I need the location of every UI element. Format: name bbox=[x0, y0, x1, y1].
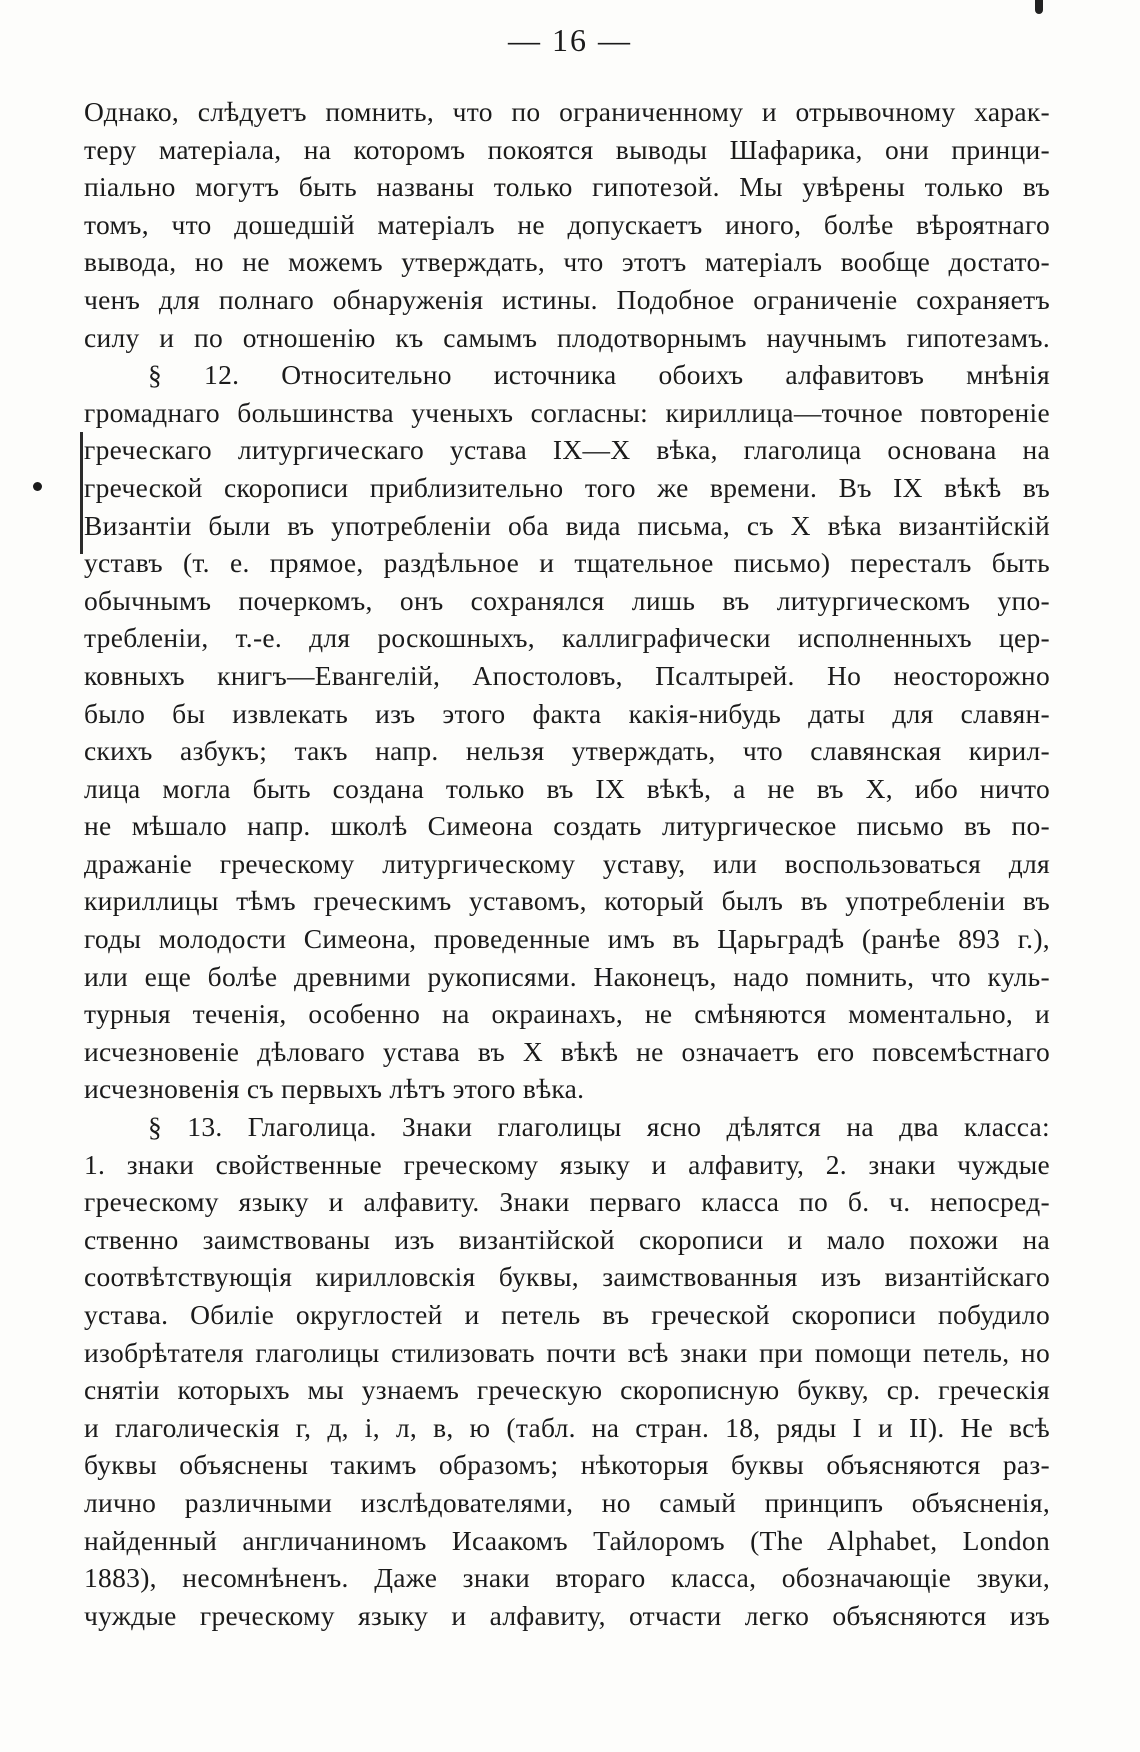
text-line: греческаго литургическаго устава IX—X вѣка, глаголица основана на bbox=[84, 434, 1050, 466]
text-line: было бы извлекать изъ этого факта какія-нибудь даты для славян- bbox=[84, 697, 1050, 729]
text-line: теру матеріала, на которомъ покоятся выводы Шафарика, они принци- bbox=[84, 133, 1050, 165]
text-line: Византіи были въ употребленіи оба вида письма, съ X вѣка византійскій bbox=[84, 509, 1050, 541]
text-line: требленіи, т.-е. для роскошныхъ, каллиграфически исполненныхъ цер- bbox=[84, 622, 1050, 654]
text-line: не мѣшало напр. школѣ Симеона создать литургическое письмо въ по- bbox=[84, 810, 1050, 842]
text-line: томъ, что дошедшій матеріалъ не допускаетъ иного, болѣе вѣроятнаго bbox=[84, 208, 1050, 240]
page-number: — 16 — bbox=[508, 22, 632, 58]
ink-mark bbox=[1035, 0, 1043, 14]
text-line: годы молодости Симеона, проведенные имъ въ Царьградѣ (ранѣе 893 г.), bbox=[84, 923, 1050, 955]
text-line: ченъ для полнаго обнаруженія истины. Подобное ограниченіе сохраняетъ bbox=[84, 283, 1050, 315]
text-line: найденный англичаниномъ Исаакомъ Тайлоромъ (The Alphabet, London bbox=[84, 1524, 1050, 1556]
text-line: соотвѣтствующія кирилловскія буквы, заимствованныя изъ византійскаго bbox=[84, 1261, 1050, 1293]
text-line: лично различными изслѣдователями, но самый принципъ объясненія, bbox=[84, 1486, 1050, 1518]
text-line: кириллицы тѣмъ греческимъ уставомъ, который былъ въ употребленіи въ bbox=[84, 885, 1050, 917]
text-line: чуждые греческому языку и алфавиту, отчасти легко объясняются изъ bbox=[84, 1599, 1050, 1631]
text-line: или еще болѣе древними рукописями. Наконецъ, надо помнить, что куль- bbox=[84, 960, 1050, 992]
text-line: лица могла быть создана только въ IX вѣкѣ, а не въ X, ибо ничто bbox=[84, 772, 1050, 804]
text-line: устава. Обиліе округлостей и петель въ греческой скорописи побудило bbox=[84, 1299, 1050, 1330]
text-line: буквы объяснены такимъ образомъ; нѣкоторыя буквы объясняются раз- bbox=[84, 1449, 1050, 1481]
text-line: изобрѣтателя глаголицы стилизовать почти всѣ знаки при помощи петель, но bbox=[84, 1336, 1050, 1368]
text-line: ковныхъ книгъ—Евангелій, Апостоловъ, Псалтырей. Но неосторожно bbox=[84, 659, 1050, 691]
text-line: исчезновеніе дѣловаго устава въ X вѣкѣ не означаетъ его повсемѣстнаго bbox=[84, 1035, 1050, 1067]
text-line: 1. знаки свойственные греческому языку и алфавиту, 2. знаки чуждые bbox=[84, 1148, 1050, 1180]
text-line: вывода, но не можемъ утверждать, что этотъ матеріалъ вообще достато- bbox=[84, 246, 1050, 278]
text-line: 1883), несомнѣненъ. Даже знаки втораго класса, обозначающіе звуки, bbox=[84, 1562, 1050, 1594]
text-line: греческому языку и алфавиту. Знаки перваго класса по б. ч. непосред- bbox=[84, 1186, 1050, 1218]
text-line: и глаголическія г, д, і, л, в, ю (табл. на стран. 18, ряды I и II). Не всѣ bbox=[84, 1411, 1050, 1443]
text-line: ственно заимствованы изъ византійской скорописи и мало похожи на bbox=[84, 1223, 1050, 1255]
text-line: снятіи которыхъ мы узнаемъ греческую скорописную букву, ср. греческія bbox=[84, 1374, 1050, 1406]
text-line: греческой скорописи приблизительно того же времени. Въ IX вѣкѣ въ bbox=[84, 471, 1050, 503]
text-line: громаднаго большинства ученыхъ согласны: кириллица—точное повтореніе bbox=[84, 396, 1050, 428]
text-line: Однако, слѣдуетъ помнить, что по ограниченному и отрывочному харак- bbox=[84, 96, 1050, 127]
section-heading-line: § 12. Относительно источника обоихъ алфавитовъ мнѣнія bbox=[148, 359, 1050, 391]
text-line: обычнымъ почеркомъ, онъ сохранялся лишь въ литургическомъ упо- bbox=[84, 584, 1050, 616]
text-line: турныя теченія, особенно на окраинахъ, не смѣняются моментально, и bbox=[84, 998, 1050, 1030]
margin-bracket-annotation bbox=[80, 432, 83, 554]
body-text bbox=[84, 93, 1050, 1634]
text-line: уставъ (т. е. прямое, раздѣльное и тщательное письмо) пересталъ быть bbox=[84, 547, 1050, 579]
text-line: исчезновенія съ первыхъ лѣтъ этого вѣка. bbox=[84, 1073, 585, 1105]
text-line: піально могутъ быть названы только гипотезой. Мы увѣрены только въ bbox=[84, 171, 1050, 203]
text-line: силу и по отношенію къ самымъ плодотворнымъ научнымъ гипотезамъ. bbox=[84, 321, 1050, 353]
section-heading-line: § 13. Глаголица. Знаки глаголицы ясно дѣлятся на два класса: bbox=[148, 1111, 1050, 1143]
text-line: дражаніе греческому литургическому уставу, или воспользоваться для bbox=[84, 847, 1050, 879]
text-line: скихъ азбукъ; такъ напр. нельзя утверждать, что славянская кирил- bbox=[84, 735, 1050, 767]
margin-dot-annotation bbox=[33, 482, 42, 491]
paragraph-section-12 bbox=[84, 356, 1050, 1108]
paragraph-intro bbox=[84, 93, 1050, 356]
paragraph-section-13 bbox=[84, 1108, 1050, 1634]
